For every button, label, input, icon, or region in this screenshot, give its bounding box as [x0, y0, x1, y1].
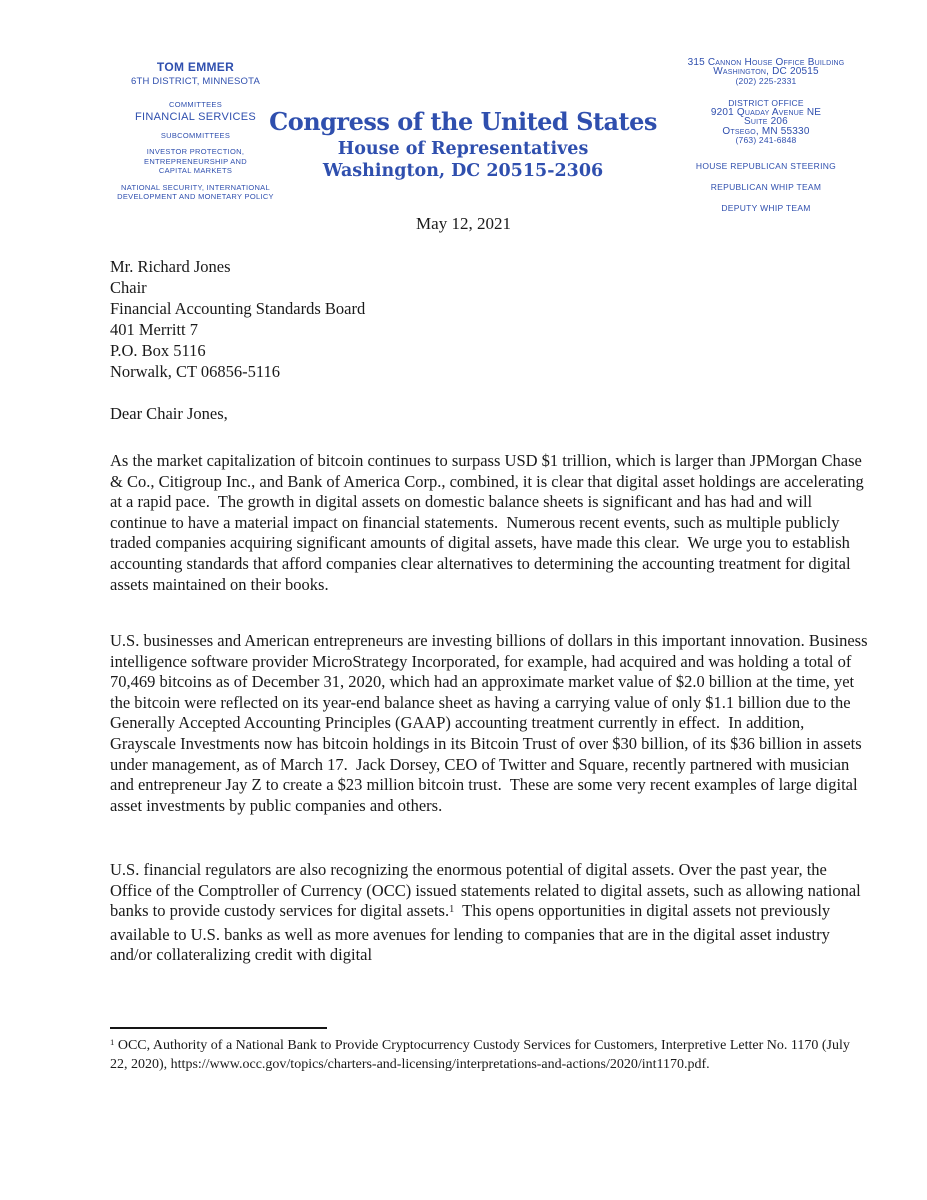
district-office-label: DISTRICT OFFICE: [728, 97, 804, 108]
congress-title: Congress of the United States: [269, 107, 657, 136]
subcommittee-national-security: [88, 183, 303, 202]
salutation: Dear Chair Jones,: [110, 404, 228, 423]
recipient-address: [110, 257, 365, 382]
membership-deputy-whip-team: DEPUTY WHIP TEAM: [721, 203, 811, 214]
district-office-line: Otsego, MN 55330: [722, 125, 810, 137]
subcommittee-line: NATIONAL SECURITY, INTERNATIONAL: [121, 182, 270, 192]
subcommittees-label: SUBCOMMITTEES: [160, 130, 231, 140]
district-office-line: 9201 Quaday Avenue NE: [710, 107, 822, 119]
recipient-organization: Financial Accounting Standards Board: [110, 298, 366, 318]
committee-financial-services: FINANCIAL SERVICES: [135, 110, 256, 123]
subcommittee-line: CAPITAL MARKETS: [158, 166, 233, 175]
recipient-title: Chair: [110, 277, 147, 297]
membership-house-republican-steering: HOUSE REPUBLICAN STEERING: [695, 161, 837, 172]
district-office-address: [650, 99, 882, 145]
house-of-representatives-line: House of Representatives: [337, 139, 589, 159]
body-paragraph-3: [110, 860, 868, 966]
letterhead-center: [263, 108, 663, 182]
letterhead-right: [650, 58, 882, 213]
body-paragraph-2: U.S. businesses and American entrepreneurs are investing billions of dollars in this important innovation. Business intelligence software provider MicroStrategy Incorporated, for example, had acquired and was holding a total of 70,469 bitcoins as of December 31, 2020, which had an approximate market value of $2.0 billion at the time, yet the bitcoin were reflected on its year-end balance sheet as having a carrying value of only $1.1 billion due to the Generally Accepted Accounting Principles (GAAP) accounting treatment currently in effect. In addition, Grayscale Investments now has bitcoin holdings in its Bitcoin Trust of over $30 billion, of its $36 billion in assets under management, as of March 17. Jack Dorsey, CEO of Twitter and Square, recently partnered with musician and entrepreneur Jay Z to create a $23 million bitcoin trust. These are some very recent examples of large digital asset investments by public companies and others.: [110, 631, 872, 815]
paragraph-3-text: U.S. financial regulators are also recognizing the enormous potential of digital assets. Over the past year, the Office of the Comptroller of Currency (OCC) issued statements related to digital assets, such as allowing national banks to provide custody services for digital assets.: [110, 860, 865, 921]
dc-office-line: 315 Cannon House Office Building: [687, 57, 845, 68]
washington-dc-line: Washington, DC 20515-2306: [322, 161, 604, 181]
committees-label: COMMITTEES: [169, 100, 222, 109]
dc-office-address: [650, 58, 882, 86]
subcommittee-line: INVESTOR PROTECTION,: [146, 147, 245, 156]
recipient-po-box: P.O. Box 5116: [110, 340, 206, 360]
footnote-separator-rule: [110, 1027, 327, 1029]
subcommittee-line: ENTREPRENEURSHIP AND: [144, 156, 247, 166]
body-paragraph-1: As the market capitalization of bitcoin continues to surpass USD $1 trillion, which is larger than JPMorgan Chase & Co., Citigroup Inc., and Bank of America Corp., combined, it is clear that digital asset holdings are accelerating at a rapid pace. The growth in digital assets on domestic balance sheets is significant and has had and will continue to have a material impact on financial statements. Numerous recent events, such as multiple publicly traded companies acquiring significant amounts of digital assets, have made this clear. We urge you to establish accounting standards that afford companies clear alternatives to determining the accounting treatment for digital assets maintained on their books.: [110, 451, 868, 594]
membership-republican-whip-team: REPUBLICAN WHIP TEAM: [710, 182, 822, 193]
footnote: [110, 1037, 868, 1073]
district-office-line: Suite 206: [744, 116, 788, 128]
dc-office-phone: (202) 225-2331: [735, 75, 797, 86]
recipient-name: Mr. Richard Jones: [110, 257, 231, 276]
letter-date: May 12, 2021: [416, 214, 511, 233]
dc-office-line: Washington, DC 20515: [713, 66, 819, 78]
subcommittee-line: DEVELOPMENT AND MONETARY POLICY: [117, 192, 274, 201]
footnote-text: OCC, Authority of a National Bank to Provide Cryptocurrency Custody Services for Customers, Interpretive Letter No. 1170 (July 22, 2020), https://www.occ.gov/topics/charters-and-licensing/interpretations-and-actions/2020/int1170.pdf.: [110, 1038, 854, 1072]
district-office-phone: (763) 241-6848: [735, 135, 797, 146]
footnote-reference-mark: 1: [449, 903, 455, 915]
paragraph-3-text-continued: This opens opportunities in digital assets not previously available to U.S. banks as well as more avenues for lending to companies that are in the digital asset industry and/or collateralizing credit with digital: [110, 901, 835, 965]
footnote-number: 1: [110, 1037, 115, 1048]
member-district: 6TH DISTRICT, MINNESOTA: [131, 76, 260, 87]
member-name: TOM EMMER: [156, 60, 235, 74]
recipient-city-state-zip: Norwalk, CT 06856-5116: [110, 361, 281, 381]
recipient-street: 401 Merritt 7: [110, 319, 198, 339]
